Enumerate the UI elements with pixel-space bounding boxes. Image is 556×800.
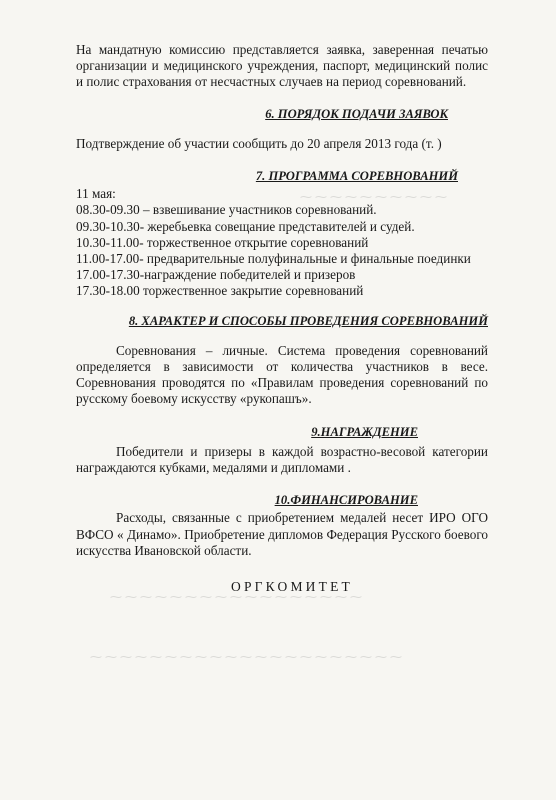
program-list <box>76 186 488 299</box>
program-date: 11 мая: <box>76 186 116 202</box>
section-8-heading: 8. ХАРАКТЕР И СПОСОБЫ ПРОВЕДЕНИЯ СОРЕВНОВАНИЙ <box>128 313 488 328</box>
program-item: 08.30-09.30 – взвешивание участников соревнований. <box>76 202 377 218</box>
section-8-text: Соревнования – личные. Система проведения соревнований определяется в зависимости от количества участников в весе. Соревнования проводятся по «Правилам проведения соревнований по русскому боевому искусству «рукопашъ». <box>76 342 488 407</box>
section-9-heading: 9.НАГРАЖДЕНИЕ <box>311 424 418 439</box>
program-item: 10.30-11.00- торжественное открытие соревнований <box>76 234 369 250</box>
program-item: 17.00-17.30-награждение победителей и призеров <box>76 267 356 283</box>
section-10-text: Расходы, связанные с приобретением медалей несет ИРО ОГО ВФСО « Динамо». Приобретение дипломов Федерация Русского боевого искусства Ивановской области. <box>76 510 488 558</box>
bleed-through-text: ⁓ ⁓ ⁓ ⁓ ⁓ ⁓ ⁓ ⁓ ⁓ ⁓ ⁓ ⁓ ⁓ ⁓ ⁓ ⁓ ⁓ ⁓ ⁓ ⁓ ⁓ <box>90 650 402 664</box>
organizing-committee-signature: ОРГКОМИТЕТ <box>231 579 353 595</box>
program-item: 17.30-18.00 торжественное закрытие соревнований <box>76 283 364 299</box>
section-9-text: Победители и призеры в каждой возрастно-весовой категории награждаются кубками, медалями и дипломами . <box>76 443 488 476</box>
bleed-through-text: ⁓ ⁓ ⁓ ⁓ ⁓ ⁓ ⁓ ⁓ ⁓ ⁓ ⁓ ⁓ ⁓ ⁓ ⁓ ⁓ ⁓ <box>110 590 362 604</box>
intro-paragraph: На мандатную комиссию представляется заявка, заверенная печатью организации и медицинского учреждения, паспорт, медицинский полис и полис страхования от несчастных случаев на период соревнований. <box>76 42 488 90</box>
document-body <box>76 42 488 595</box>
section-6-text: Подтверждение об участии сообщить до 20 апреля 2013 года (т. ) <box>76 135 442 151</box>
section-6-heading: 6. ПОРЯДОК ПОДАЧИ ЗАЯВОК <box>265 106 448 121</box>
section-10-heading: 10.ФИНАНСИРОВАНИЕ <box>274 493 418 508</box>
bleed-through-text: ⁓ ⁓ ⁓ ⁓ ⁓ ⁓ ⁓ ⁓ ⁓ ⁓ <box>300 190 447 204</box>
program-item: 09.30-10.30- жеребьевка совещание представителей и судей. <box>76 218 415 234</box>
section-7-heading: 7. ПРОГРАММА СОРЕВНОВАНИЙ <box>255 169 458 184</box>
program-item: 11.00-17.00- предварительные полуфинальные и финальные поединки <box>76 251 471 267</box>
